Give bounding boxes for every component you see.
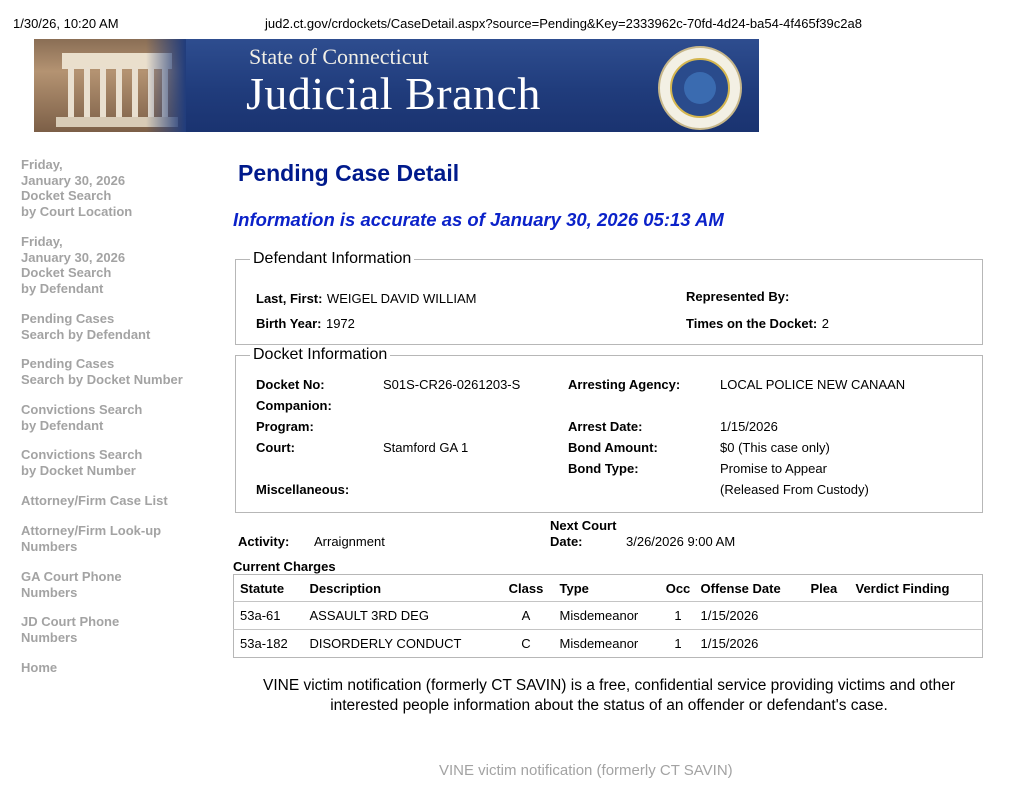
charges-table	[233, 574, 983, 658]
type-cell: Misdemeanor	[554, 630, 662, 658]
sidebar-item-convictions-docket[interactable]	[21, 447, 142, 478]
sidebar-item-docket-defendant[interactable]	[21, 234, 125, 296]
next-court-date-label: Date:	[550, 534, 583, 549]
docket-no-value: S01S-CR26-0261203-S	[383, 377, 521, 392]
class-cell: C	[499, 630, 554, 658]
represented-by-row	[686, 288, 789, 306]
court-label: Court:	[256, 440, 295, 455]
verdict-cell	[850, 630, 983, 658]
courthouse-photo	[34, 39, 186, 132]
sidebar-link[interactable]: Pending Cases Search by Docket Number	[21, 356, 183, 387]
sidebar-link[interactable]: Friday, January 30, 2026 Docket Search by Court Location	[21, 157, 133, 219]
offense-date-cell: 1/15/2026	[695, 602, 805, 630]
col-statute: Statute	[240, 580, 285, 596]
table-row	[234, 602, 983, 630]
sidebar-link[interactable]: Convictions Search by Docket Number	[21, 447, 143, 478]
activity-label: Activity:	[238, 534, 290, 549]
offense-date-cell: 1/15/2026	[695, 630, 805, 658]
times-docket-row	[686, 315, 829, 333]
docket-info-legend: Docket Information	[253, 346, 388, 363]
sidebar-item-ga-phone[interactable]	[21, 569, 122, 600]
defendant-name-row	[256, 290, 476, 308]
program-label: Program:	[256, 419, 314, 434]
statute-cell: 53a-182	[234, 630, 304, 658]
sidebar-link[interactable]: JD Court Phone Numbers	[21, 614, 120, 645]
print-url: jud2.ct.gov/crdockets/CaseDetail.aspx?source=Pending&Key=2333962c-70fd-4d24-ba54-4f465f39c2a8	[265, 16, 862, 31]
defendant-info-legend: Defendant Information	[253, 250, 412, 267]
sidebar-item-pending-docket[interactable]	[21, 356, 183, 387]
occ-cell: 1	[662, 602, 695, 630]
col-verdict: Verdict Finding	[855, 580, 950, 596]
arresting-agency-label: Arresting Agency:	[568, 377, 681, 392]
companion-label: Companion:	[256, 398, 332, 413]
sidebar-link[interactable]: Home	[21, 660, 58, 675]
description-cell: ASSAULT 3RD DEG	[304, 602, 499, 630]
sidebar-link[interactable]: Pending Cases Search by Defendant	[21, 311, 151, 342]
docket-no-label: Docket No:	[256, 377, 325, 392]
birth-year-value: 1972	[325, 316, 355, 331]
birth-year-row	[256, 315, 355, 333]
represented-by-label: Represented By:	[686, 289, 790, 304]
site-banner[interactable]	[34, 39, 759, 132]
current-charges-heading: Current Charges	[233, 559, 336, 574]
activity-value: Arraignment	[314, 534, 385, 549]
charges-header-row	[234, 575, 983, 602]
page-title: Pending Case Detail	[238, 160, 460, 186]
misc-label: Miscellaneous:	[256, 482, 350, 497]
table-row	[234, 630, 983, 658]
occ-cell: 1	[662, 630, 695, 658]
times-docket-label: Times on the Docket:	[686, 316, 818, 331]
banner-state-text: State of Connecticut	[249, 44, 429, 69]
sidebar-link[interactable]: Convictions Search by Defendant	[21, 402, 143, 433]
vine-link[interactable]: VINE victim notification (formerly CT SAVIN)	[439, 762, 733, 779]
arrest-date-label: Arrest Date:	[568, 419, 643, 434]
sidebar-item-attorney-case-list[interactable]	[21, 493, 168, 509]
verdict-cell	[850, 602, 983, 630]
sidebar-item-attorney-lookup[interactable]	[21, 523, 161, 554]
name-value: WEIGEL DAVID WILLIAM	[326, 291, 477, 306]
bond-type-label: Bond Type:	[568, 461, 639, 476]
sidebar-link[interactable]: Attorney/Firm Look-up Numbers	[21, 523, 162, 554]
type-cell: Misdemeanor	[554, 602, 662, 630]
next-court-label: Next Court	[550, 518, 617, 533]
state-seal-icon	[658, 46, 742, 130]
plea-cell	[805, 630, 850, 658]
col-class: Class	[508, 580, 544, 596]
sidebar-link[interactable]: Attorney/Firm Case List	[21, 493, 168, 508]
col-type: Type	[559, 580, 589, 596]
bond-type-value: Promise to Appear	[720, 461, 827, 476]
col-occ: Occ	[665, 580, 691, 596]
bond-amount-label: Bond Amount:	[568, 440, 658, 455]
sidebar-item-jd-phone[interactable]	[21, 614, 119, 645]
sidebar-item-docket-court-location[interactable]	[21, 157, 132, 219]
next-court-value: 3/26/2026 9:00 AM	[626, 534, 736, 549]
birth-year-label: Birth Year:	[256, 316, 322, 331]
statute-cell: 53a-61	[234, 602, 304, 630]
class-cell: A	[499, 602, 554, 630]
times-docket-value: 2	[821, 316, 829, 331]
description-cell: DISORDERLY CONDUCT	[304, 630, 499, 658]
sidebar-item-home[interactable]	[21, 660, 57, 676]
sidebar-link[interactable]: GA Court Phone Numbers	[21, 569, 122, 600]
banner-title: Judicial Branch	[246, 68, 541, 119]
arrest-date-value: 1/15/2026	[720, 419, 778, 434]
name-label: Last, First:	[256, 291, 323, 306]
plea-cell	[805, 602, 850, 630]
arresting-agency-value: LOCAL POLICE NEW CANAAN	[720, 377, 906, 392]
col-offense-date: Offense Date	[700, 580, 781, 596]
col-plea: Plea	[810, 580, 838, 596]
sidebar-item-convictions-defendant[interactable]	[21, 402, 142, 433]
sidebar-item-pending-defendant[interactable]	[21, 311, 150, 342]
bond-amount-value: $0 (This case only)	[720, 440, 830, 455]
sidebar-link[interactable]: Friday, January 30, 2026 Docket Search by Defendant	[21, 234, 126, 296]
vine-description: VINE victim notification (formerly CT SAVIN) is a free, confidential service providing victims and other interested people information about the status of an offender or defendant's case.	[262, 677, 955, 714]
col-description: Description	[309, 580, 382, 596]
print-datetime: 1/30/26, 10:20 AM	[13, 16, 119, 31]
bond-type-note: (Released From Custody)	[720, 482, 869, 497]
accuracy-notice: Information is accurate as of January 30, 2026 05:13 AM	[233, 209, 724, 230]
court-value: Stamford GA 1	[383, 440, 469, 455]
